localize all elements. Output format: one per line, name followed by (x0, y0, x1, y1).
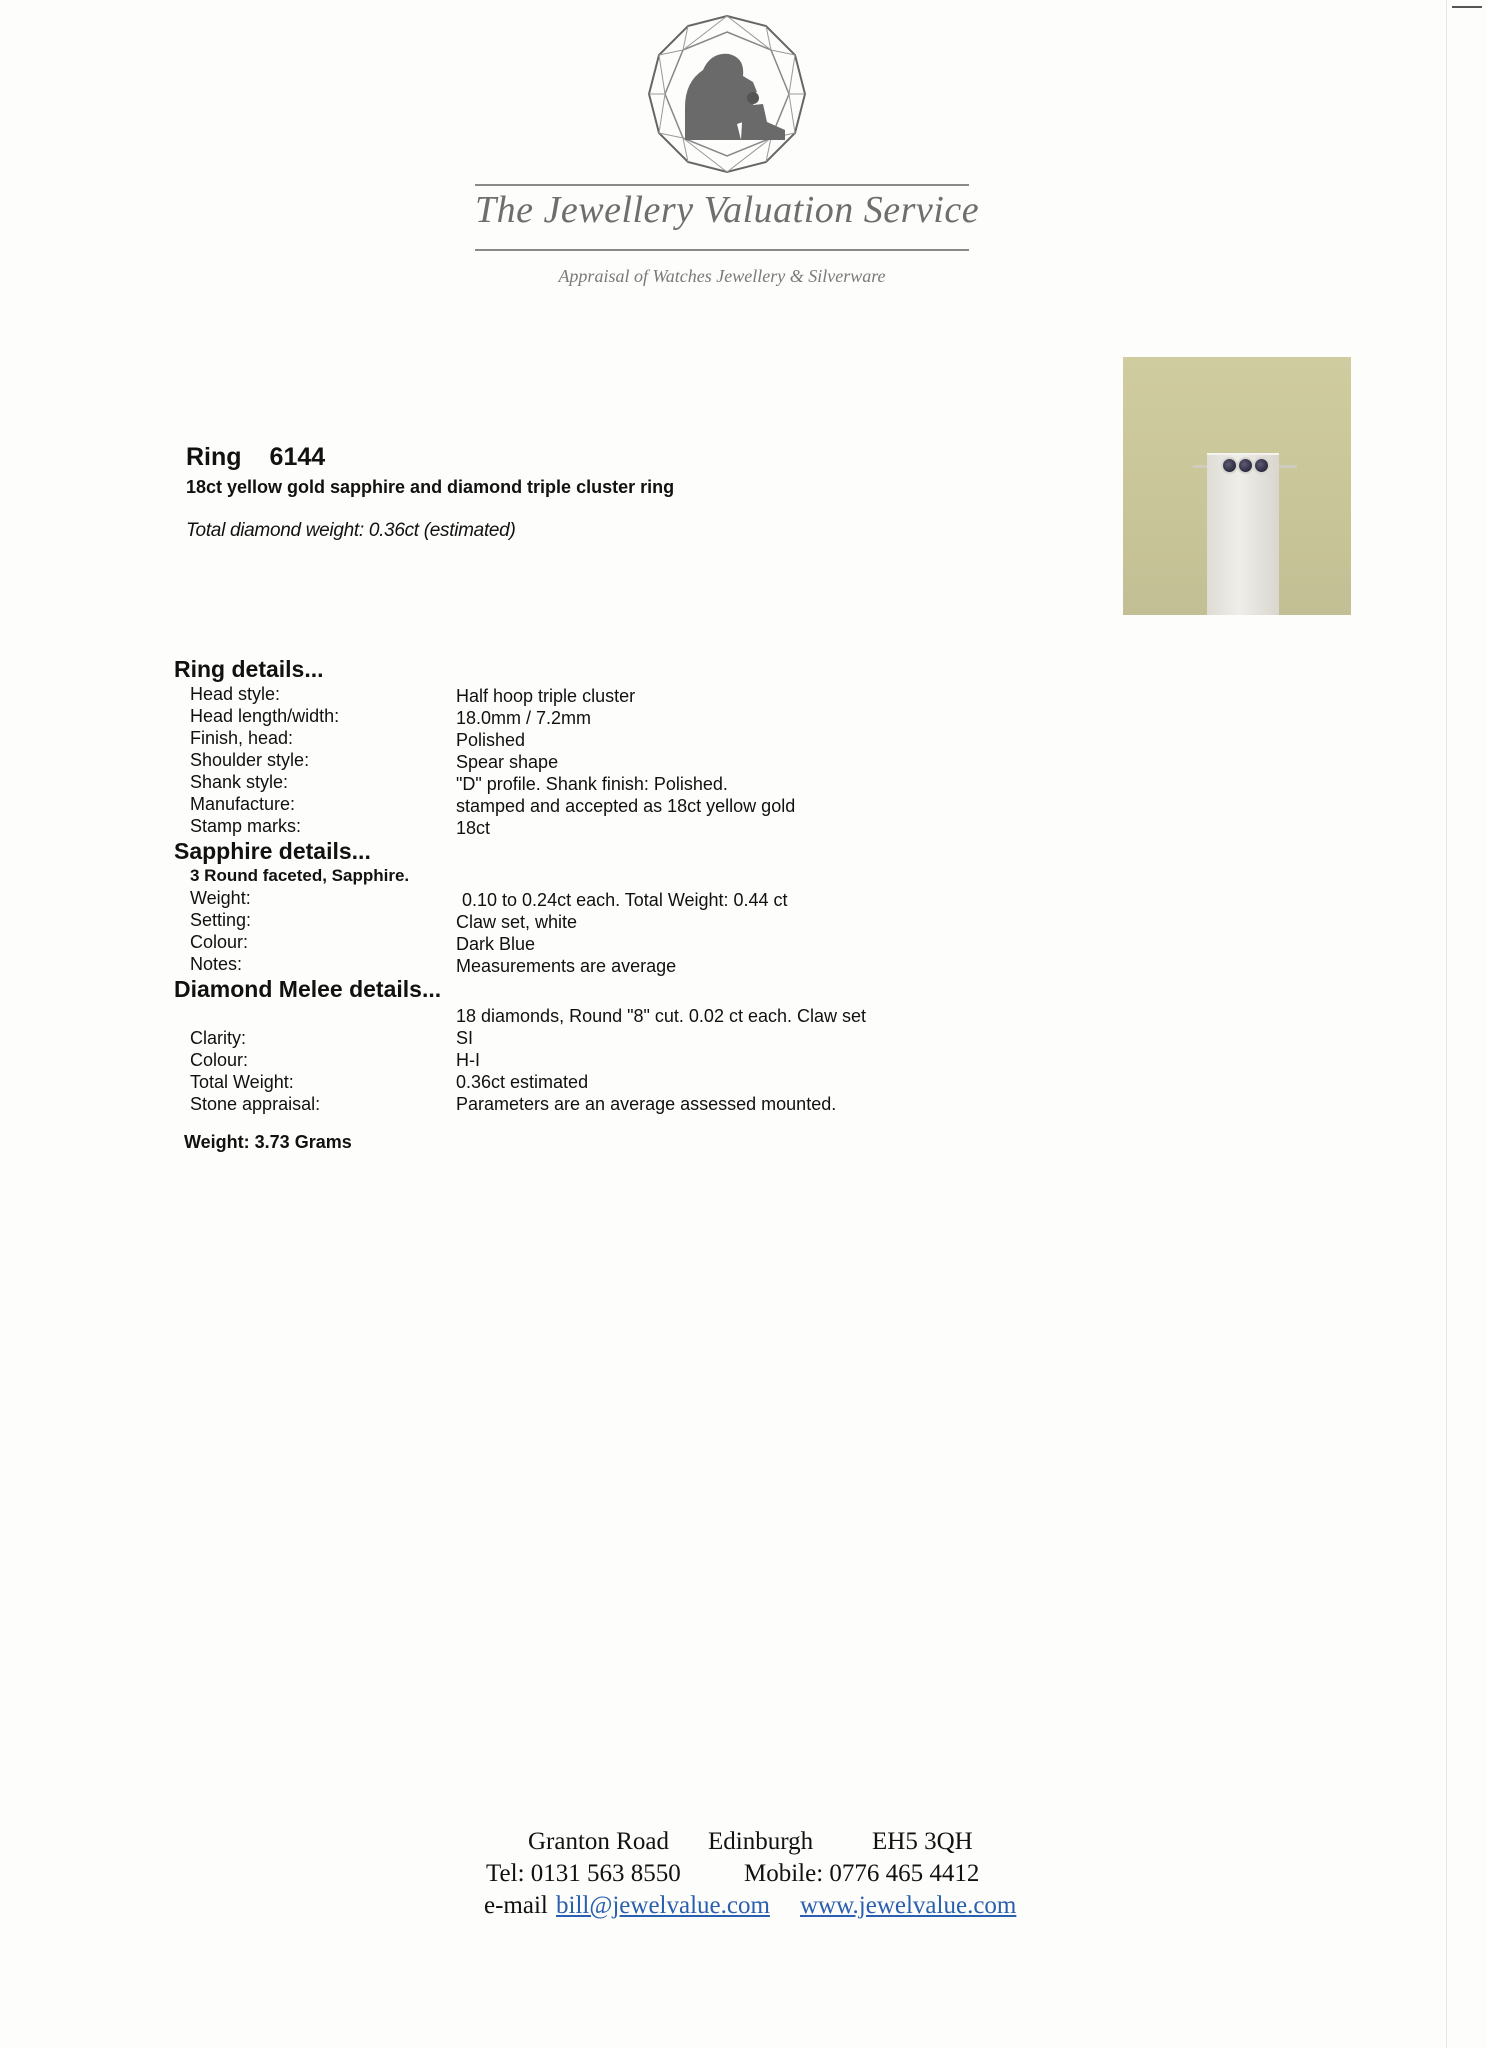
sapphire-stone (1221, 457, 1238, 474)
detail-value: 0.36ct estimated (456, 1072, 589, 1092)
sapphire-details-heading: Sapphire details... (174, 838, 371, 864)
detail-value: SI (456, 1028, 474, 1048)
corner-mark (1452, 6, 1482, 8)
detail-value: Dark Blue (456, 934, 536, 954)
detail-label: Clarity: (190, 1028, 247, 1048)
detail-value: 18.0mm / 7.2mm (456, 708, 592, 728)
ring-display-stand (1207, 453, 1279, 615)
sapphire-stone (1237, 457, 1254, 474)
page-edge (1446, 0, 1447, 2048)
footer-postcode: EH5 3QH (872, 1828, 973, 1855)
header-rule-top (475, 184, 969, 186)
ring-photo (1123, 357, 1351, 615)
detail-label: Finish, head: (190, 728, 294, 748)
brand-subtitle: Appraisal of Watches Jewellery & Silverware (558, 266, 886, 286)
footer-address (440, 1828, 1050, 1858)
detail-label: Shoulder style: (190, 750, 310, 770)
detail-value: H-I (456, 1050, 480, 1070)
ring-details-heading: Ring details... (174, 656, 324, 682)
detail-label: Shank style: (190, 772, 289, 792)
detail-value: stamped and accepted as 18ct yellow gold (456, 796, 796, 816)
item-number: 6144 (269, 443, 326, 471)
detail-label: Colour: (190, 1050, 249, 1070)
item-note: Total diamond weight: 0.36ct (estimated) (186, 520, 516, 541)
footer-mobile: Mobile: 0776 465 4412 (744, 1860, 980, 1887)
footer-email-label: e-mail (484, 1892, 548, 1919)
total-weight: Weight: 3.73 Grams (184, 1132, 352, 1152)
detail-label: Total Weight: (190, 1072, 294, 1092)
detail-label: Manufacture: (190, 794, 296, 814)
header-rule-bottom (475, 249, 969, 251)
detail-label: Colour: (190, 932, 249, 952)
detail-value: "D" profile. Shank finish: Polished. (456, 774, 728, 794)
detail-value: Claw set, white (456, 912, 578, 932)
detail-label: Setting: (190, 910, 252, 930)
footer-phones (440, 1860, 1050, 1890)
jeweller-loupe-diamond-logo-icon (645, 12, 809, 176)
detail-label: Head style: (190, 684, 281, 704)
footer-street: Granton Road (528, 1828, 669, 1855)
item-description: 18ct yellow gold sapphire and diamond triple cluster ring (186, 477, 675, 497)
diamond-summary: 18 diamonds, Round "8" cut. 0.02 ct each. Claw set (456, 1006, 867, 1026)
detail-label: Head length/width: (190, 706, 340, 726)
brand-title: The Jewellery Valuation Service (475, 189, 980, 231)
detail-value: Spear shape (456, 752, 559, 772)
diamond-details-heading: Diamond Melee details... (174, 976, 442, 1002)
detail-value: Parameters are an average assessed mounted. (456, 1094, 837, 1114)
footer-contact (440, 1892, 1050, 1922)
detail-label: Stone appraisal: (190, 1094, 321, 1114)
detail-value: Measurements are average (456, 956, 677, 976)
sapphire-stone (1253, 457, 1270, 474)
sapphire-subheading: 3 Round faceted, Sapphire. (190, 866, 410, 885)
detail-value: Half hoop triple cluster (456, 686, 636, 706)
detail-label: Stamp marks: (190, 816, 302, 836)
footer-city: Edinburgh (708, 1828, 814, 1855)
item-type: Ring (186, 443, 242, 471)
detail-label: Weight: (190, 888, 251, 908)
detail-value: 0.10 to 0.24ct each. Total Weight: 0.44 ct (462, 890, 788, 910)
detail-label: Notes: (190, 954, 243, 974)
website-link[interactable]: www.jewelvalue.com (800, 1892, 1017, 1919)
email-link[interactable]: bill@jewelvalue.com (556, 1892, 770, 1919)
item-title (186, 443, 353, 472)
detail-value: 18ct (456, 818, 491, 838)
footer-tel: Tel: 0131 563 8550 (486, 1860, 681, 1887)
detail-value: Polished (456, 730, 526, 750)
